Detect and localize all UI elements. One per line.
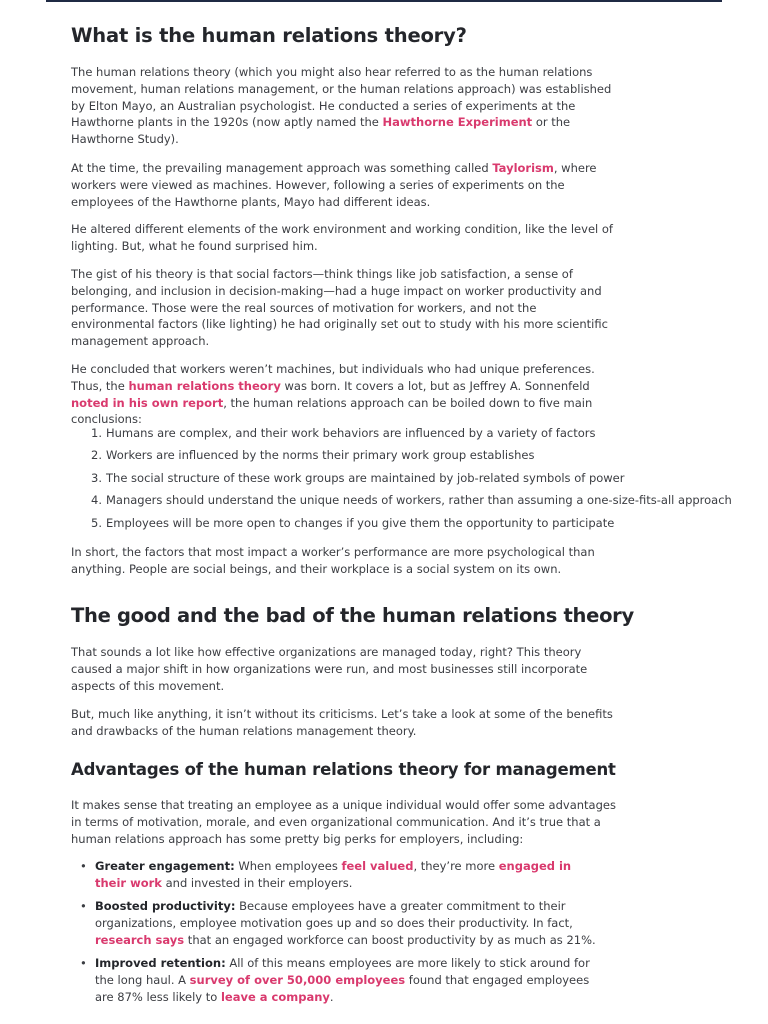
text: When employees <box>234 859 342 873</box>
link-noted-in-his-own-report[interactable]: noted in his own report <box>71 395 224 410</box>
item-label: Improved retention: <box>95 955 226 970</box>
link-research-says[interactable]: research says <box>95 932 185 947</box>
item-label: Greater engagement: <box>95 859 235 873</box>
list-item <box>71 470 731 492</box>
text: All of this means employees are more likely to stick around for the long haul. A <box>95 955 590 987</box>
text: Because employees have a greater commitment to their organizations, employee motivation goes up and so does their productivity. In fact, <box>95 899 573 930</box>
text: , where workers were viewed as machines. However, following a series of experiments on the employees of the Hawthorne plants, Mayo had different ideas. <box>71 161 597 209</box>
link-taylorism[interactable]: Taylorism <box>492 161 554 175</box>
paragraph-conclusions-intro <box>71 361 616 428</box>
link-survey-of-employees[interactable]: survey of over 50,000 employees <box>189 972 406 987</box>
list-item-text: Employees will be more open to changes if you give them the opportunity to participate <box>106 515 615 530</box>
link-engaged-in-their-work[interactable]: engaged in their work <box>95 859 572 890</box>
text: found that engaged employees are 87% less likely to <box>95 972 590 1004</box>
text: or the Hawthorne Study). <box>71 115 571 147</box>
text: and invested in their employers. <box>161 875 353 890</box>
list-number: 5. <box>91 515 102 530</box>
text: , they’re more <box>413 859 499 873</box>
list-number: 1. <box>91 426 102 440</box>
list-number: 2. <box>91 448 102 463</box>
text: At the time, the prevailing management approach was something called <box>71 161 493 175</box>
paragraph-advantages-intro: It makes sense that treating an employee as a unique individual would offer some advantages in terms of motivation, morale, and even organizational communication. And it’s true that a human relations approach has some pretty big perks for employers, including: <box>71 798 616 846</box>
paragraph-lighting: He altered different elements of the work environment and working condition, like the level of lighting. But, what he found surprised him. <box>71 222 613 253</box>
link-hawthorne-experiment[interactable]: Hawthorne Experiment <box>382 115 533 130</box>
list-item <box>71 425 731 447</box>
list-number: 4. <box>91 493 102 508</box>
list-item-text: Workers are influenced by the norms their primary work group establishes <box>106 448 535 463</box>
paragraph-intro <box>71 64 616 148</box>
paragraph-gist: The gist of his theory is that social factors—think things like job satisfaction, a sense of belonging, and inclusion in decision-making—had a huge impact on worker productivity and performance. Those were the real sources of motivation for workers, and not the environmental factors (like lighting) he had originally set out to study with his more scientific management approach. <box>71 267 608 349</box>
paragraph-taylorism <box>71 160 616 210</box>
text: , the human relations approach can be boiled down to five main conclusions: <box>71 395 593 427</box>
text: that an engaged workforce can boost productivity by as much as 21%. <box>184 932 596 947</box>
heading-advantages: Advantages of the human relations theory for management <box>71 760 616 779</box>
list-number: 3. <box>91 470 102 485</box>
bullet-icon: • <box>80 859 87 873</box>
link-leave-a-company[interactable]: leave a company <box>220 989 330 1004</box>
heading-good-and-bad: The good and the bad of the human relations theory <box>71 604 634 627</box>
conclusions-list <box>71 425 731 537</box>
list-item-improved-retention <box>71 955 601 1005</box>
list-item-boosted-productivity <box>71 898 601 948</box>
list-item-greater-engagement <box>71 858 601 892</box>
advantages-list <box>71 858 601 1012</box>
text: He concluded that workers weren’t machines, but individuals who had unique preferences. Thus, the <box>71 362 595 393</box>
text: was born. It covers a lot, but as Jeffrey A. Sonnenfeld <box>280 378 590 393</box>
link-human-relations-theory[interactable]: human relations theory <box>128 378 281 393</box>
list-item-text: Managers should understand the unique needs of workers, rather than assuming a one-size-fits-all approach <box>106 493 732 508</box>
text: . <box>329 989 334 1004</box>
top-rule <box>46 0 722 2</box>
paragraph-major-shift: That sounds a lot like how effective organizations are managed today, right? This theory caused a major shift in how organizations were run, and most businesses still incorporate aspects of this movement. <box>71 645 588 693</box>
link-feel-valued[interactable]: feel valued <box>341 859 414 873</box>
list-item <box>71 447 731 469</box>
text: The human relations theory (which you might also hear referred to as the human relations movement, human relations management, or the human relations approach) was established by Elton Mayo, an Australian psychologist. He conducted a series of experiments at the Hawthorne plants in the 1920s (now aptly named the <box>71 65 612 130</box>
list-item-text: Humans are complex, and their work behaviors are influenced by a variety of factors <box>106 426 596 440</box>
bullet-icon: • <box>80 899 87 914</box>
item-label: Boosted productivity: <box>95 899 236 914</box>
list-item <box>71 515 731 537</box>
paragraph-in-short: In short, the factors that most impact a worker’s performance are more psychological than anything. People are social beings, and their workplace is a social system on its own. <box>71 545 595 576</box>
bullet-icon: • <box>80 955 87 970</box>
list-item <box>71 492 731 514</box>
paragraph-criticisms: But, much like anything, it isn’t without its criticisms. Let’s take a look at some of the benefits and drawbacks of the human relations management theory. <box>71 707 613 738</box>
list-item-text: The social structure of these work groups are maintained by job-related symbols of power <box>106 470 625 485</box>
heading-what-is-human-relations-theory: What is the human relations theory? <box>71 24 467 47</box>
